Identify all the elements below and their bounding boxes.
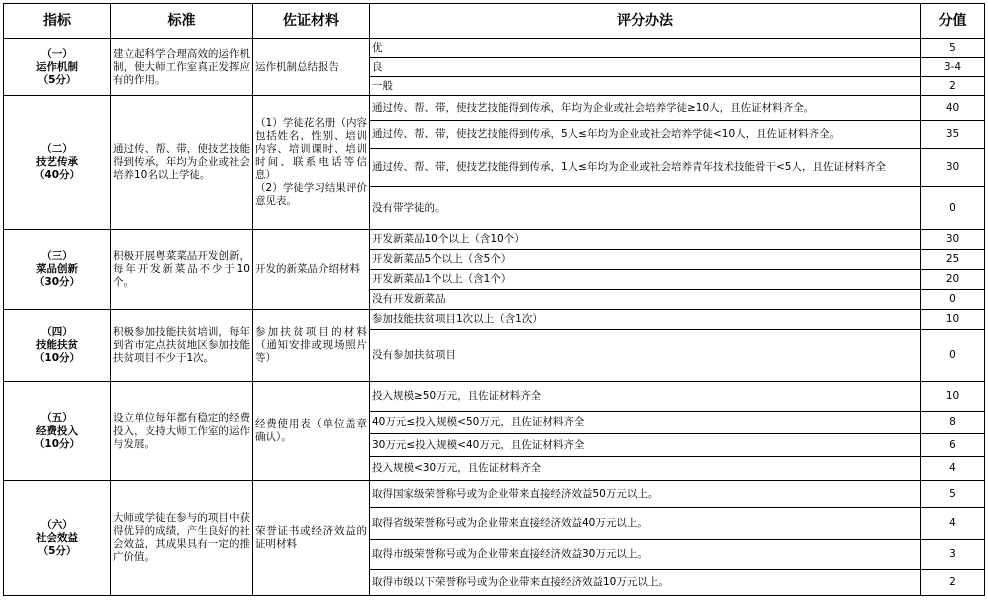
standard-cell: 通过传、帮、带，使技艺技能得到传承，年均为企业或社会培养10名以上学徒。 bbox=[111, 96, 253, 230]
indicator-points: （10分） bbox=[33, 352, 81, 364]
indicator-number: （二） bbox=[41, 143, 73, 155]
material-cell: 开发的新菜品介绍材料 bbox=[253, 230, 370, 310]
method-cell: 没有参加扶贫项目 bbox=[370, 330, 921, 382]
header-score: 分值 bbox=[921, 4, 985, 39]
score-cell: 0 bbox=[921, 330, 985, 382]
method-cell: 开发新菜品5个以上（含5个） bbox=[370, 250, 921, 270]
method-cell: 通过传、帮、带，使技艺技能得到传承，1人≤年均为企业或社会培养青年技术技能骨干<5人，且佐证材料齐全 bbox=[370, 149, 921, 187]
method-cell: 40万元≤投入规模<50万元，且佐证材料齐全 bbox=[370, 412, 921, 434]
score-cell: 20 bbox=[921, 270, 985, 290]
table-row bbox=[4, 310, 985, 330]
score-cell: 35 bbox=[921, 121, 985, 149]
standard-cell: 设立单位每年都有稳定的经费投入，支持大师工作室的运作与发展。 bbox=[111, 382, 253, 481]
method-cell: 没有开发新菜品 bbox=[370, 290, 921, 310]
material-cell: 运作机制总结报告 bbox=[253, 39, 370, 96]
score-cell: 10 bbox=[921, 382, 985, 412]
score-cell: 2 bbox=[921, 570, 985, 596]
indicator-cell bbox=[4, 310, 111, 382]
method-cell: 没有带学徒的。 bbox=[370, 187, 921, 230]
score-cell: 25 bbox=[921, 250, 985, 270]
method-cell: 开发新菜品10个以上（含10个） bbox=[370, 230, 921, 250]
indicator-points: （10分） bbox=[33, 437, 81, 450]
method-cell: 投入规模<30万元，且佐证材料齐全 bbox=[370, 457, 921, 481]
standard-cell: 建立起科学合理高效的运作机制，使大师工作室真正发挥应有的作用。 bbox=[111, 39, 253, 96]
indicator-cell bbox=[4, 382, 111, 481]
score-cell: 40 bbox=[921, 96, 985, 121]
score-cell: 4 bbox=[921, 508, 985, 540]
indicator-cell bbox=[4, 39, 111, 96]
method-cell: 取得国家级荣誉称号或为企业带来直接经济效益50万元以上。 bbox=[370, 481, 921, 508]
indicator-number: （一） bbox=[41, 47, 73, 60]
standard-cell: 积极开展粤菜菜品开发创新，每年开发新菜品不少于10个。 bbox=[111, 230, 253, 310]
indicator-cell bbox=[4, 230, 111, 310]
material-cell: 经费使用表（单位盖章确认）。 bbox=[253, 382, 370, 481]
indicator-name: 技能扶贫 bbox=[36, 339, 78, 351]
indicator-points: （5分） bbox=[37, 544, 77, 557]
table-row bbox=[4, 230, 985, 250]
score-cell: 8 bbox=[921, 412, 985, 434]
indicator-name: 经费投入 bbox=[36, 424, 78, 437]
score-cell: 2 bbox=[921, 77, 985, 96]
method-cell: 优 bbox=[370, 39, 921, 58]
header-material: 佐证材料 bbox=[253, 4, 370, 39]
header-row bbox=[4, 4, 985, 39]
method-cell: 通过传、帮、带，使技艺技能得到传承，年均为企业或社会培养学徒≥10人，且佐证材料齐全。 bbox=[370, 96, 921, 121]
method-cell: 参加技能扶贫项目1次以上（含1次） bbox=[370, 310, 921, 330]
scoring-table bbox=[3, 3, 985, 596]
indicator-cell bbox=[4, 481, 111, 596]
score-cell: 10 bbox=[921, 310, 985, 330]
standard-cell: 积极参加技能扶贫培训，每年到省市定点扶贫地区参加技能扶贫项目不少于1次。 bbox=[111, 310, 253, 382]
indicator-points: （30分） bbox=[33, 276, 81, 288]
table-row bbox=[4, 39, 985, 58]
header-indicator: 指标 bbox=[4, 4, 111, 39]
indicator-points: （5分） bbox=[37, 73, 77, 86]
table-row bbox=[4, 481, 985, 508]
indicator-number: （三） bbox=[41, 250, 73, 262]
table-row bbox=[4, 382, 985, 412]
score-cell: 0 bbox=[921, 187, 985, 230]
header-standard: 标准 bbox=[111, 4, 253, 39]
header-method: 评分办法 bbox=[370, 4, 921, 39]
method-cell: 取得市级以下荣誉称号或为企业带来直接经济效益10万元以上。 bbox=[370, 570, 921, 596]
indicator-number: （四） bbox=[41, 326, 73, 338]
score-cell: 30 bbox=[921, 149, 985, 187]
method-cell: 良 bbox=[370, 58, 921, 77]
method-cell: 取得市级荣誉称号或为企业带来直接经济效益30万元以上。 bbox=[370, 540, 921, 570]
method-cell: 开发新菜品1个以上（含1个） bbox=[370, 270, 921, 290]
method-cell: 30万元≤投入规模<40万元，且佐证材料齐全 bbox=[370, 434, 921, 457]
score-cell: 4 bbox=[921, 457, 985, 481]
score-cell: 5 bbox=[921, 39, 985, 58]
indicator-name: 菜品创新 bbox=[36, 263, 78, 275]
score-cell: 3 bbox=[921, 540, 985, 570]
indicator-name: 运作机制 bbox=[36, 60, 78, 73]
score-cell: 0 bbox=[921, 290, 985, 310]
standard-cell: 大师或学徒在参与的项目中获得优异的成绩，产生良好的社会效益，其成果具有一定的推广价值。 bbox=[111, 481, 253, 596]
method-cell: 投入规模≥50万元，且佐证材料齐全 bbox=[370, 382, 921, 412]
indicator-number: （五） bbox=[41, 411, 73, 424]
score-cell: 6 bbox=[921, 434, 985, 457]
method-cell: 一般 bbox=[370, 77, 921, 96]
method-cell: 取得省级荣誉称号或为企业带来直接经济效益40万元以上。 bbox=[370, 508, 921, 540]
material-cell: 荣誉证书或经济效益的证明材料 bbox=[253, 481, 370, 596]
score-cell: 5 bbox=[921, 481, 985, 508]
score-cell: 30 bbox=[921, 230, 985, 250]
material-cell: （1）学徒花名册（内容包括姓名、性别、培训内容、培训课时、培训时间、联系电话等信息） （2）学徒学习结果评价意见表。 bbox=[253, 96, 370, 230]
indicator-points: （40分） bbox=[33, 169, 81, 181]
indicator-name: 社会效益 bbox=[36, 531, 78, 544]
method-cell: 通过传、帮、带，使技艺技能得到传承，5人≤年均为企业或社会培养学徒<10人，且佐证材料齐全。 bbox=[370, 121, 921, 149]
material-cell: 参加扶贫项目的材料（通知安排或现场照片等） bbox=[253, 310, 370, 382]
indicator-cell bbox=[4, 96, 111, 230]
score-cell: 3-4 bbox=[921, 58, 985, 77]
indicator-number: （六） bbox=[41, 518, 73, 531]
table-row bbox=[4, 96, 985, 121]
indicator-name: 技艺传承 bbox=[36, 156, 78, 168]
